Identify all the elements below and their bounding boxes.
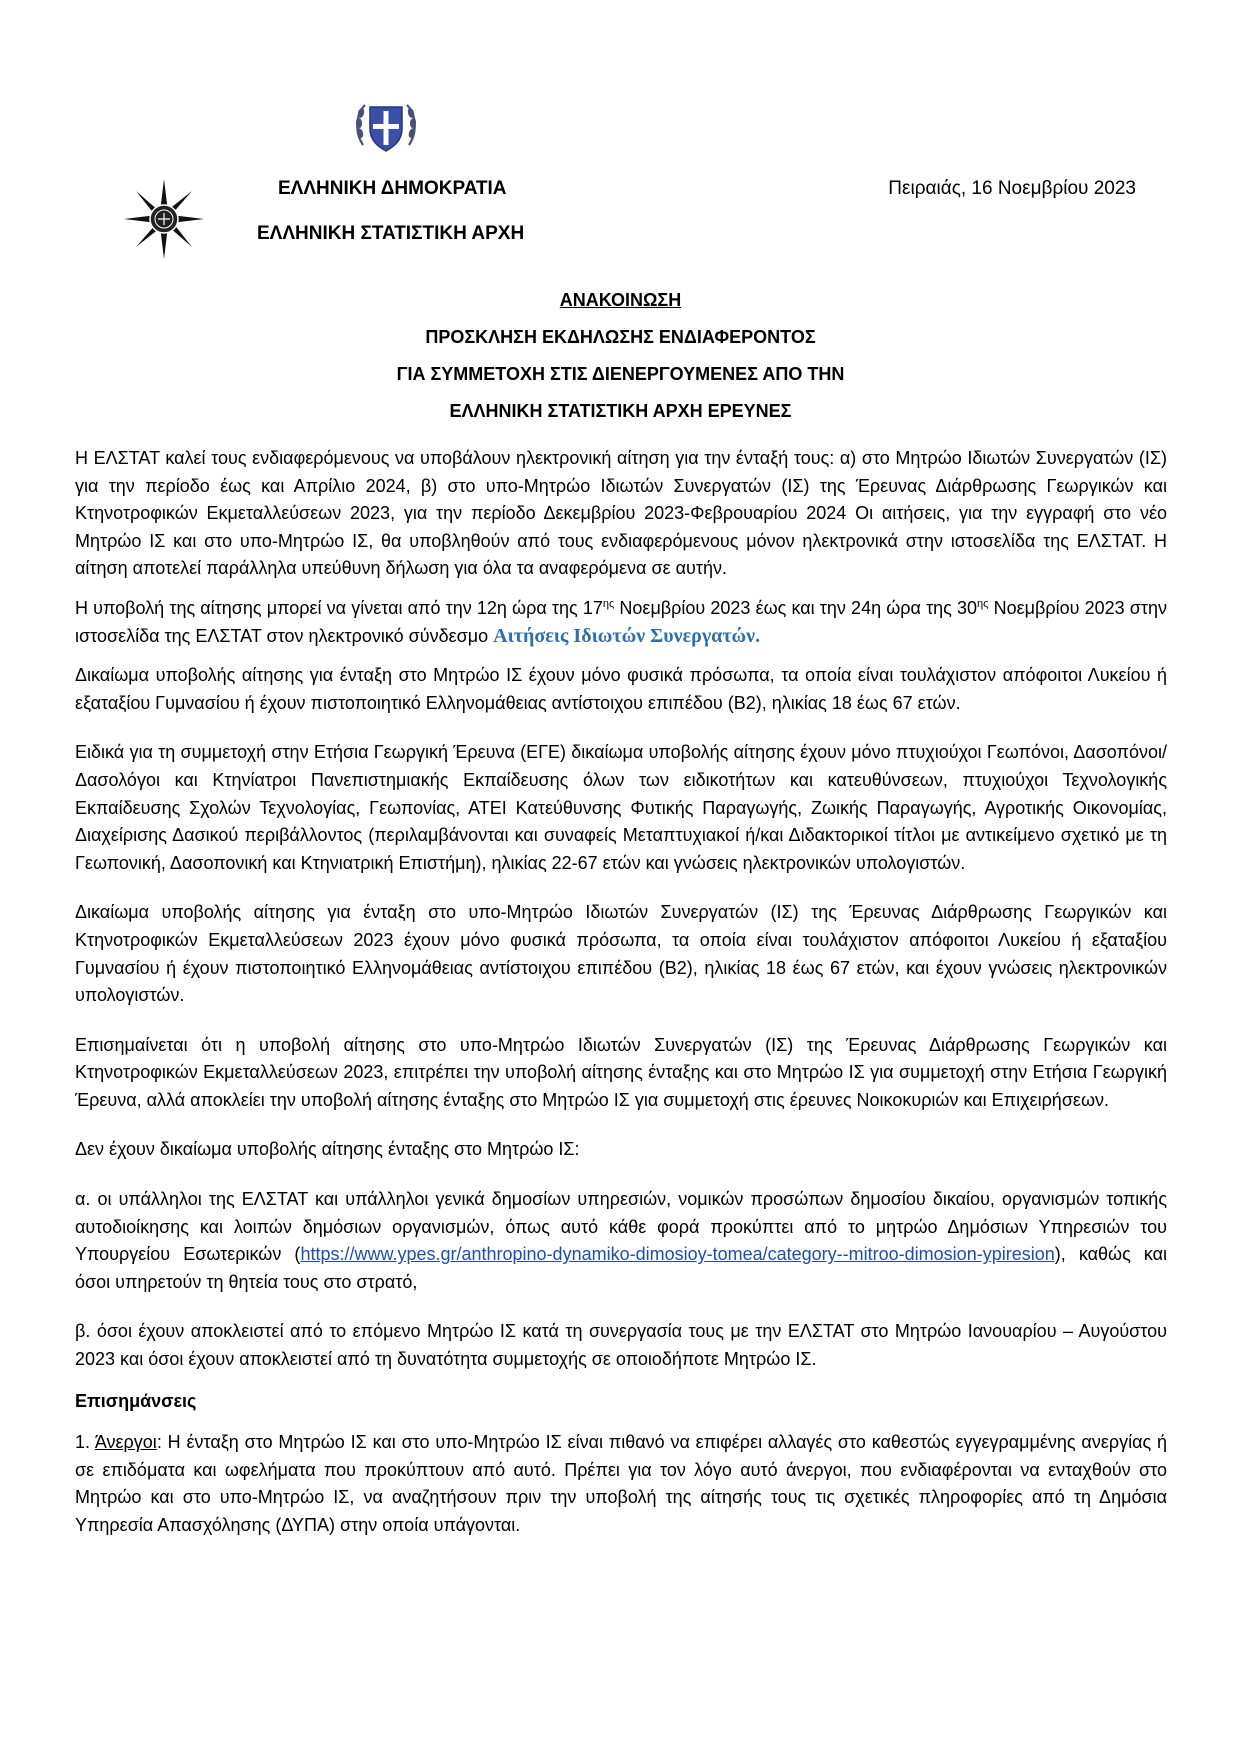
paragraph-eligibility-sub-registry: Δικαίωμα υποβολής αίτησης για ένταξη στο υπο-Μητρώο Ιδιωτών Συνεργατών (ΙΣ) της Έρευνας Διάρθρωσης Γεωργικών και Κτηνοτροφικών Εκμεταλλεύσεων 2023 έχουν μόνο φυσικά πρόσωπα, τα οποία είναι τουλάχιστον απόφοιτοι Λυκείου ή εξαταξίου Γυμνασίου ή έχουν πιστοποιητικό Ελληνομάθειας αντίστοιχου επιπέδου (Β2), ηλικίας 18 έως 67 ετών, και έχουν γνώσεις ηλεκτρονικών υπολογιστών. — [75, 902, 1167, 1006]
title-line-3: ΕΛΛΗΝΙΚΗ ΣΤΑΤΙΣΤΙΚΗ ΑΡΧΗ ΕΡΕΥΝΕΣ — [449, 401, 792, 421]
title-line-1: ΠΡΟΣΚΛΗΣΗ ΕΚΔΗΛΩΣΗΣ ΕΝΔΙΑΦΕΡΟΝΤΟΣ — [425, 327, 816, 347]
paragraph-eligibility-agricultural-survey: Ειδικά για τη συμμετοχή στην Ετήσια Γεωργική Έρευνα (ΕΓΕ) δικαίωμα υποβολής αίτησης έχουν μόνο πτυχιούχοι Γεωπόνοι, Δασοπόνοι/Δασολόγοι και Κτηνίατροι Πανεπιστημιακής Εκπαίδευσης όλων των ειδικοτήτων και κατευθύνσεων, πτυχιούχοι Τεχνολογικής Εκπαίδευσης Σχολών Τεχνολογίας, Γεωπονίας, ΑΤΕΙ Κατεύθυνσης Φυτικής Παραγωγής, Ζωικής Παραγωγής, Αγροτικής Οικονομίας, Διαχείρισης Δασικού περιβάλλοντος (περιλαμβάνονται και συναφείς Μεταπτυχιακοί ή/και Διδακτορικοί τίτλοι με αντικείμενο σχετικό με τη Γεωπονική, Δασοπονική και Κτηνιατρική Επιστήμη), ηλικίας 22-67 ετών και γνώσεις ηλεκτρονικών υπολογιστών. — [75, 742, 1167, 873]
note-unemployed: 1. Άνεργοι: Η ένταξη στο Μητρώο ΙΣ και στο υπο-Μητρώο ΙΣ είναι πιθανό να επιφέρει αλλαγές στο καθεστώς εγγεγραμμένης ανεργίας ή σε επιδόματα και ωφελήματα που προκύπτουν από αυτό. Πρέπει για τον λόγο αυτό άνεργοι, που ενδιαφέρονται να ενταχθούν στο Μητρώο και στο υπο-Μητρώο ΙΣ, να αναζητήσουν πριν την υποβολή της αίτησής τους τις σχετικές πληροφορίες από τη Δημόσια Υπηρεσία Απασχόλησης (ΔΥΠΑ) στην οποία υπάγονται. — [75, 1432, 1167, 1535]
notes-heading: Επισημάνσεις — [75, 1390, 197, 1411]
paragraph-submission-period: Η υποβολή της αίτησης μπορεί να γίνεται από την 12η ώρα της $17^{\eta\varsigma}$ Νοεμβρίου 2023 έως και την 24η ώρα της $30^{\eta\varsigma}$ Νοεμβρίου 2023 στην ιστοσελίδα της ΕΛΣΤΑΤ στον ηλεκτρονικό σύνδεσμο Αιτήσεις Ιδιωτών Συνεργατών. — [75, 597, 1167, 647]
applications-link[interactable]: Αιτήσεις Ιδιωτών Συνεργατών. — [493, 624, 761, 647]
authority-heading: ΕΛΛΗΝΙΚΗ ΣΤΑΤΙΣΤΙΚΗ ΑΡΧΗ — [257, 223, 525, 244]
paragraph-not-eligible-intro: Δεν έχουν δικαίωμα υποβολής αίτησης ένταξης στο Μητρώο ΙΣ: — [75, 1139, 580, 1160]
greek-emblem-icon — [353, 93, 419, 159]
republic-heading: ΕΛΛΗΝΙΚΗ ΔΗΜΟΚΡΑΤΙΑ — [278, 178, 507, 199]
document-body — [75, 445, 1167, 1552]
elstat-star-logo-icon — [123, 178, 205, 260]
document-date: Πειραιάς, 16 Νοεμβρίου 2023 — [888, 178, 1136, 199]
paragraph-eligibility-registry: Δικαίωμα υποβολής αίτησης για ένταξη στο Μητρώο ΙΣ έχουν μόνο φυσικά πρόσωπα, τα οποία είναι τουλάχιστον απόφοιτοι Λυκείου ή εξαταξίου Γυμνασίου ή έχουν πιστοποιητικό Ελληνομάθειας αντίστοιχου επιπέδου (Β2), ηλικίας 18 έως 67 ετών. — [75, 665, 1167, 713]
paragraph-exclusion-b: β. όσοι έχουν αποκλειστεί από το επόμενο Μητρώο ΙΣ κατά τη συνεργασία τους με την ΕΛΣΤΑΤ στο Μητρώο Ιανουαρίου – Αυγούστου 2023 και όσοι έχουν αποκλειστεί από τη δυνατότητα συμμετοχής σε οποιοδήποτε Μητρώο ΙΣ. — [75, 1321, 1167, 1370]
paragraph-exclusion-a: α. οι υπάλληλοι της ΕΛΣΤΑΤ και υπάλληλοι γενικά δημοσίων υπηρεσιών, νομικών προσώπων δημοσίου δικαίου, οργανισμών τοπικής αυτοδιοίκησης και λοιπών δημόσιων οργανισμών, όπως αυτό κάθε φορά προκύπτει από το μητρώο Δημόσιων Υπηρεσιών του Υπουργείου Εσωτερικών (https://www.ypes.gr/anthropino-dynamiko-dimosioy-tomea/category--mitroo-dimosion-ypiresion), καθώς και όσοι υπηρετούν τη θητεία τους στο στρατό, — [75, 1189, 1168, 1292]
paragraph-sub-registry-note: Επισημαίνεται ότι η υποβολή αίτησης στο υπο-Μητρώο Ιδιωτών Συνεργατών (ΙΣ) της Έρευνας Διάρθρωσης Γεωργικών και Κτηνοτροφικών Εκμεταλλεύσεων 2023, επιτρέπει την υποβολή αίτησης ένταξης και στο Μητρώο ΙΣ για συμμετοχή στην Ετήσια Γεωργική Έρευνα, αλλά αποκλείει την υποβολή αίτησης ένταξης στο Μητρώο ΙΣ για συμμετοχή στις έρευνες Νοικοκυριών και Επιχειρήσεων. — [75, 1034, 1167, 1110]
announcement-title: ΑΝΑΚΟΙΝΩΣΗ — [559, 290, 682, 310]
title-line-2: ΓΙΑ ΣΥΜΜΕΤΟΧΗ ΣΤΙΣ ΔΙΕΝΕΡΓΟΥΜΕΝΕΣ ΑΠΟ ΤΗΝ — [396, 364, 845, 384]
title-block — [0, 288, 1241, 436]
unemployed-term: Άνεργοι — [94, 1432, 157, 1453]
paragraph-invitation: Η ΕΛΣΤΑΤ καλεί τους ενδιαφερόμενους να υποβάλουν ηλεκτρονική αίτηση για την ένταξή τους: α) στο Μητρώο Ιδιωτών Συνεργατών (ΙΣ) για την περίοδο έως και Απρίλιο 2024, β) στο υπο-Μητρώο Ιδιωτών Συνεργατών (ΙΣ) της Έρευνας Διάρθρωσης Γεωργικών και Κτηνοτροφικών Εκμεταλλεύσεων 2023, για την περίοδο Δεκεμβρίου 2023-Φεβρουαρίου 2024 Οι αιτήσεις, για την εγγραφή στο νέο Μητρώο ΙΣ και στο υπο-Μητρώο ΙΣ, θα υποβληθούν από τους ενδιαφερόμενους μόνον ηλεκτρονικά στην ιστοσελίδα της ΕΛΣΤΑΤ. Η αίτηση αποτελεί παράλληλα υπεύθυνη δήλωση για όλα τα αναφερόμενα σε αυτήν. — [75, 448, 1167, 579]
ypes-registry-link[interactable]: https://www.ypes.gr/anthropino-dynamiko-dimosioy-tomea/category--mitroo-dimosion-ypiresion — [300, 1244, 1055, 1265]
